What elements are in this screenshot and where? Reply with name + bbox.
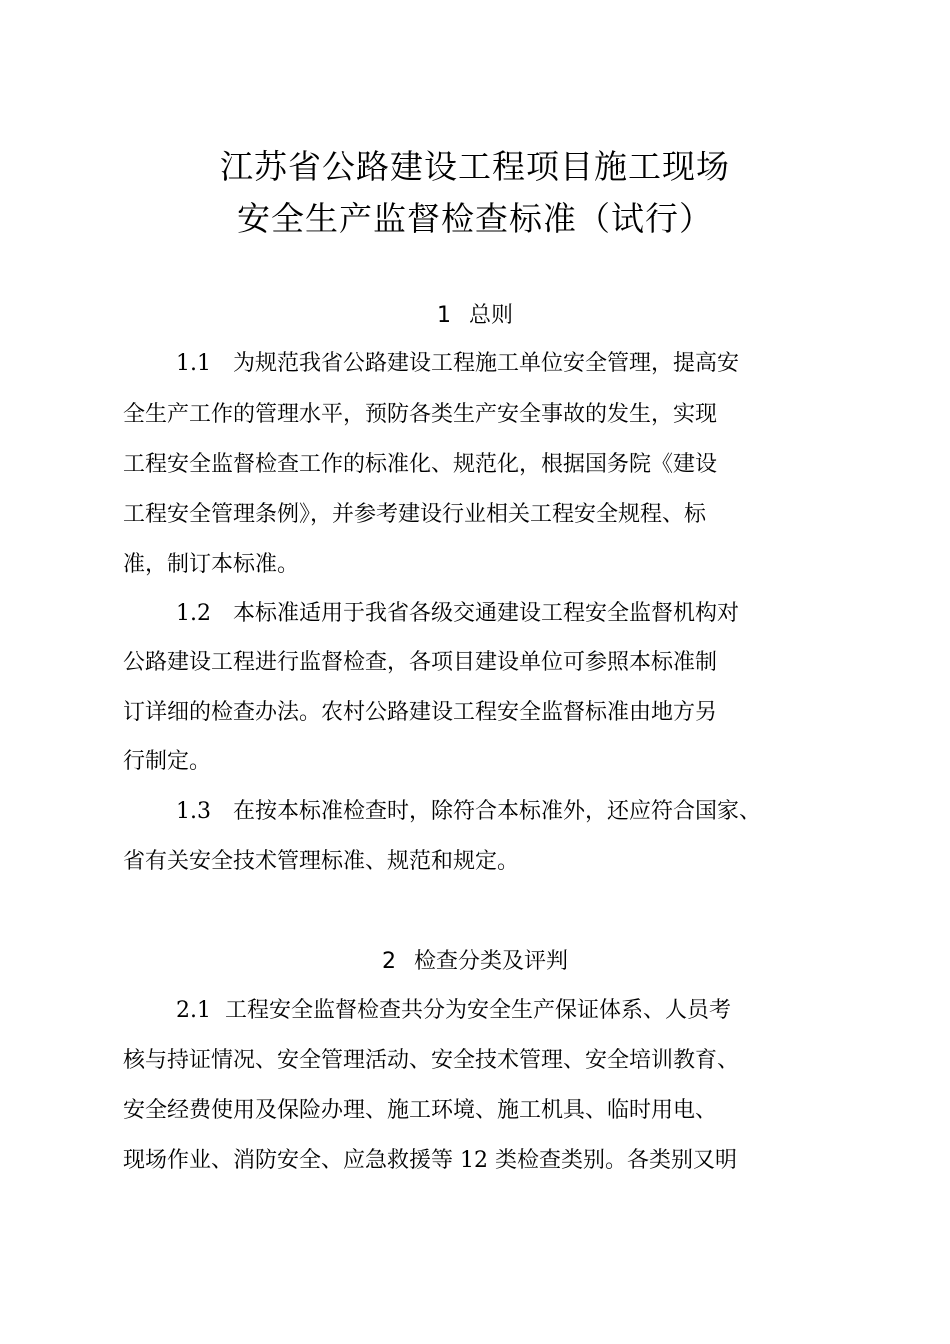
clause-2-1-line-1 (176, 996, 731, 1026)
clause-1-1-line-5: 准，制订本标准。 (123, 552, 300, 577)
section-number: 2 (381, 949, 396, 974)
section-number: 1 (436, 303, 451, 328)
clause-text: 在按本标准检查时，除符合本标准外，还应符合国家、 (233, 799, 762, 824)
document-title-line-1: 江苏省公路建设工程项目施工现场 (220, 147, 730, 186)
clause-number: 1.2 (176, 601, 211, 626)
section-title: 检查分类及评判 (413, 949, 568, 974)
section-heading-2 (0, 947, 950, 977)
clause-1-3-line-1 (176, 797, 761, 827)
clause-1-2-line-4: 行制定。 (123, 749, 212, 774)
section-title: 总则 (468, 303, 513, 328)
clause-2-1-line-4: 现场作业、消防安全、应急救援等 12 类检查类别。各类别又明 (123, 1148, 737, 1173)
document-title-line-2: 安全生产监督检查标准（试行） (237, 199, 713, 238)
clause-1-1-line-3: 工程安全监督检查工作的标准化、规范化，根据国务院《建设 (123, 452, 718, 477)
clause-2-1-line-3: 安全经费使用及保险办理、施工环境、施工机具、临时用电、 (123, 1098, 718, 1123)
clause-1-2-line-1 (176, 599, 739, 629)
clause-number: 1.1 (176, 351, 211, 376)
clause-number: 1.3 (176, 799, 211, 824)
clause-1-2-line-3: 订详细的检查办法。农村公路建设工程安全监督标准由地方另 (123, 700, 718, 725)
clause-1-1-line-1 (176, 349, 739, 379)
clause-1-3-line-2: 省有关安全技术管理标准、规范和规定。 (123, 849, 520, 874)
clause-number: 2.1 (176, 998, 211, 1023)
clause-text: 为规范我省公路建设工程施工单位安全管理，提高安 (233, 351, 740, 376)
clause-text: 工程安全监督检查共分为安全生产保证体系、人员考 (225, 998, 732, 1023)
section-heading-1 (0, 301, 950, 331)
clause-1-2-line-2: 公路建设工程进行监督检查，各项目建设单位可参照本标准制 (123, 650, 718, 675)
clause-1-1-line-4: 工程安全管理条例》，并参考建设行业相关工程安全规程、标 (123, 502, 707, 527)
clause-text: 本标准适用于我省各级交通建设工程安全监督机构对 (233, 601, 740, 626)
clause-2-1-line-2: 核与持证情况、安全管理活动、安全技术管理、安全培训教育、 (123, 1048, 740, 1073)
clause-1-1-line-2: 全生产工作的管理水平，预防各类生产安全事故的发生，实现 (123, 402, 718, 427)
